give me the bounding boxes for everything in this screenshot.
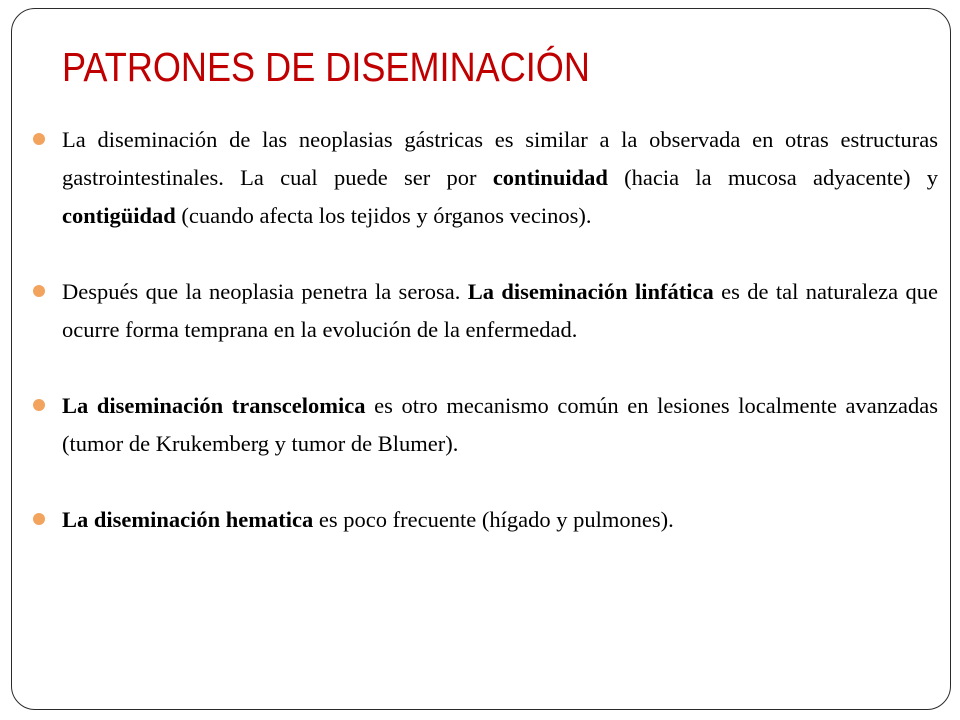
bullet-dot-icon	[33, 285, 45, 297]
bullet-1-text-a: La diseminación de las neoplasias gástricas es similar a la observada en otras estructuras gastrointestinales. La cual puede ser por	[62, 127, 938, 190]
bullet-dot-icon	[33, 399, 45, 411]
bullet-dot-icon	[33, 133, 45, 145]
bullet-3-term-transcelomica: La diseminación transcelomica	[62, 393, 366, 418]
bullet-dot-icon	[33, 513, 45, 525]
bullet-item-3	[32, 387, 938, 463]
bullet-4-text-a: es poco frecuente (hígado y pulmones).	[313, 507, 674, 532]
bullet-list	[32, 121, 938, 539]
bullet-4-term-hematica: La diseminación hematica	[62, 507, 314, 532]
bullet-2-term-linfatica: La diseminación linfática	[467, 279, 714, 304]
bullet-2-text-b: es de tal naturaleza que ocurre forma temprana en la evolución de la enfermedad.	[62, 279, 938, 342]
bullet-item-2	[32, 273, 938, 349]
slide-title: PATRONES DE DISEMINACIÓN	[62, 44, 590, 90]
bullet-item-1	[32, 121, 938, 235]
bullet-1-text-c: (cuando afecta los tejidos y órganos vecinos).	[175, 203, 592, 228]
bullet-3-text-a: es otro mecanismo común en lesiones localmente avanzadas (tumor de Krukemberg y tumor de Blumer).	[62, 393, 938, 456]
bullet-1-term-contiguidad: contigüidad	[62, 203, 176, 228]
bullet-1-term-continuidad: continuidad	[492, 165, 608, 190]
bullet-1-text-b: (hacia la mucosa adyacente) y	[607, 165, 938, 190]
bullet-2-text-a: Después que la neoplasia penetra la serosa.	[62, 279, 468, 304]
bullet-item-4	[32, 501, 938, 539]
